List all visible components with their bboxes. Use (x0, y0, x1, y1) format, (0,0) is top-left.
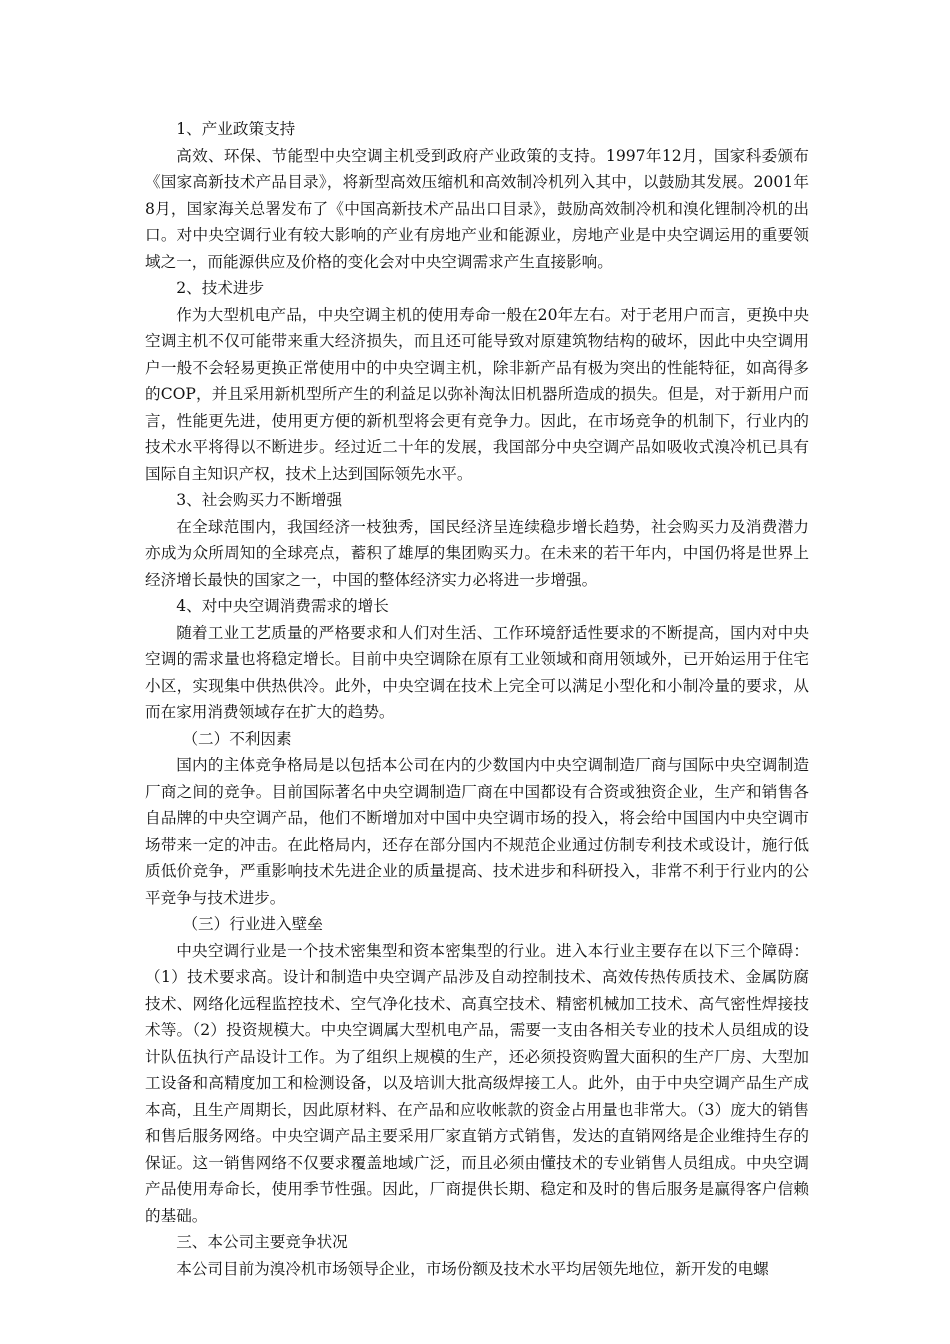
section-heading-unfavorable: （二）不利因素 (182, 729, 292, 748)
section-heading-demand: 4、对中央空调消费需求的增长 (176, 597, 389, 615)
section-heading-barriers: （三）行业进入壁垒 (182, 915, 323, 933)
paragraph-demand: 随着工业工艺质量的严格要求和人们对生活、工作环境舒适性要求的不断提高，国内对中央空调的需求量也将稳定增长。目前中央空调除在原有工业领域和商用领域外，已开始运用于住宅小区，实现集中供热供冷。此外，中央空调在技术上完全可以满足小型化和小制冷量的要求，从而在家用消费领域存在扩大的趋势。 (145, 623, 809, 721)
section-heading-competition: 三、本公司主要竞争状况 (176, 1233, 348, 1251)
paragraph-purchasing: 在全球范围内，我国经济一枝独秀，国民经济呈连续稳步增长趋势，社会购买力及消费潜力亦成为众所周知的全球亮点，蓄积了雄厚的集团购买力。在未来的若干年内，中国仍将是世界上经济增长最快的国家之一，中国的整体经济实力必将进一步增强。 (145, 517, 809, 589)
section-heading-purchasing: 3、社会购买力不断增强 (176, 491, 343, 509)
document-page (145, 116, 809, 1282)
paragraph-policy: 高效、环保、节能型中央空调主机受到政府产业政策的支持。1997年12月，国家科委颁布《国家高新技术产品目录》，将新型高效压缩机和高效制冷机列入其中，以鼓励其发展。2001年8月，国家海关总署发布了《中国高新技术产品出口目录》，鼓励高效制冷机和溴化锂制冷机的出口。对中央空调行业有较大影响的产业有房地产业和能源业，房地产业是中央空调运用的重要领域之一，而能源供应及价格的变化会对中央空调需求产生直接影响。 (145, 146, 809, 271)
paragraph-competition: 本公司目前为溴冷机市场领导企业，市场份额及技术水平均居领先地位，新开发的电螺 (176, 1259, 769, 1278)
paragraph-tech: 作为大型机电产品，中央空调主机的使用寿命一般在20年左右。对于老用户而言，更换中央空调主机不仅可能带来重大经济损失，而且还可能导致对原建筑物结构的破坏，因此中央空调用户一般不会轻易更换正常使用中的中央空调主机，除非新产品有极为突出的性能特征，如高得多的COP，并且采用新机型所产生的利益足以弥补淘汰旧机器所造成的损失。但是，对于新用户而言，性能更先进，使用更方便的新机型将会更有竞争力。因此，在市场竞争的机制下，行业内的技术水平将得以不断进步。经过近二十年的发展，我国部分中央空调产品如吸收式溴冷机已具有国际自主知识产权，技术上达到国际领先水平。 (145, 305, 809, 483)
paragraph-unfavorable: 国内的主体竞争格局是以包括本公司在内的少数国内中央空调制造厂商与国际中央空调制造厂商之间的竞争。目前国际著名中央空调制造厂商在中国都设有合资或独资企业，生产和销售各自品牌的中央空调产品，他们不断增加对中国中央空调市场的投入，将会给中国国内中央空调市场带来一定的冲击。在此格局内，还存在部分国内不规范企业通过仿制专利技术或设计，施行低质低价竞争，严重影响技术先进企业的质量提高、技术进步和科研投入，非常不利于行业内的公平竞争与技术进步。 (145, 756, 809, 907)
paragraph-barriers: 中央空调行业是一个技术密集型和资本密集型的行业。进入本行业主要存在以下三个障碍：（1）技术要求高。设计和制造中央空调产品涉及自动控制技术、高效传热传质技术、金属防腐技术、网络化远程监控技术、空气净化技术、高真空技术、精密机械加工技术、高气密性焊接技术等。（2）投资规模大。中央空调属大型机电产品，需要一支由各相关专业的技术人员组成的设计队伍执行产品设计工作。为了组织上规模的生产，还必须投资购置大面积的生产厂房、大型加工设备和高精度加工和检测设备，以及培训大批高级焊接工人。此外，由于中央空调产品生产成本高，且生产周期长，因此原材料、在产品和应收帐款的资金占用量也非常大。（3）庞大的销售和售后服务网络。中央空调产品主要采用厂家直销方式销售，发达的直销网络是企业维持生存的保证。这一销售网络不仅要求覆盖地域广泛，而且必须由懂技术的专业销售人员组成。中央空调产品使用寿命长，使用季节性强。因此，厂商提供长期、稳定和及时的售后服务是赢得客户信赖的基础。 (145, 941, 809, 1225)
section-heading-tech: 2、技术进步 (176, 279, 265, 297)
section-heading-policy: 1、产业政策支持 (176, 120, 296, 138)
